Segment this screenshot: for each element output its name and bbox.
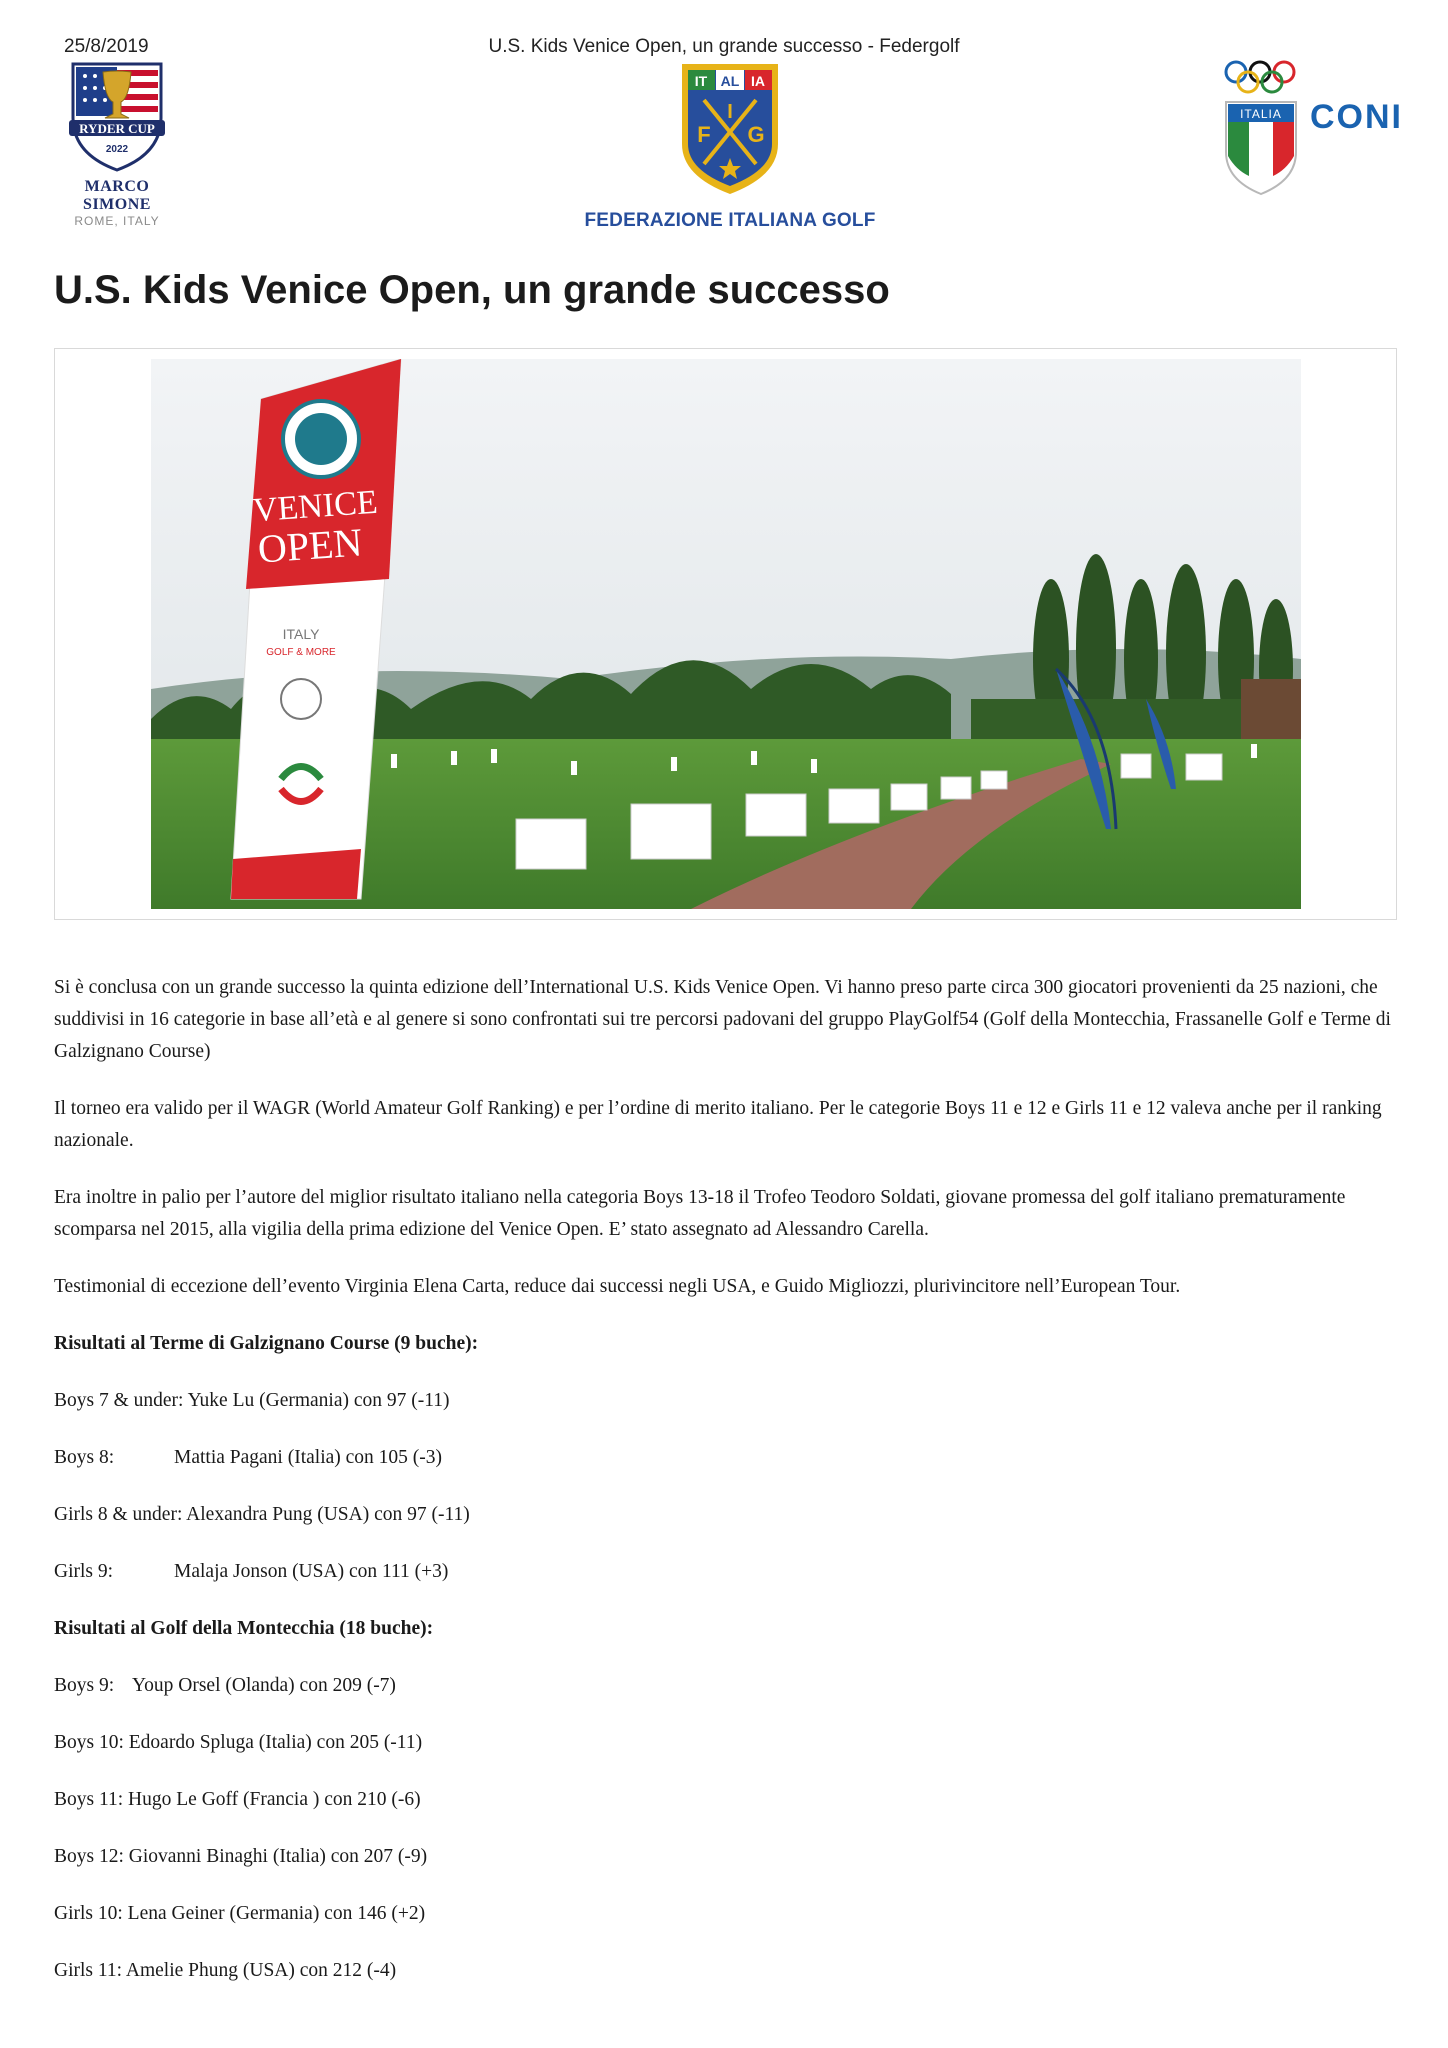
svg-text:IA: IA xyxy=(751,73,765,89)
result-row: Boys 11: Hugo Le Goff (Francia ) con 210 (-6) xyxy=(54,1789,421,1810)
svg-text:VENICE: VENICE xyxy=(251,483,379,530)
paragraph-intro: Si è conclusa con un grande successo la quinta edizione dell’International U.S. Kids Venice Open. Vi hanno preso parte circa 300 giocatori provenienti da 25 nazioni, che suddivisi in 16 categorie in base all’età e al genere si sono confrontati sui tre percorsi padovani del gruppo PlayGolf54 (Golf della Montecchia, Frassanelle Golf e Terme di Galzignano Course) xyxy=(54,977,1391,1062)
ryder-venue: MARCO SIMONE xyxy=(83,178,151,213)
svg-text:AL: AL xyxy=(720,73,740,89)
result-row: Boys 9: Youp Orsel (Olanda) con 209 (-7) xyxy=(54,1675,396,1696)
result-row: Girls 11: Amelie Phung (USA) con 212 (-4) xyxy=(54,1960,397,1981)
svg-text:OPEN: OPEN xyxy=(256,519,364,572)
svg-text:GOLF & MORE: GOLF & MORE xyxy=(266,647,336,658)
print-page-title: U.S. Kids Venice Open, un grande successo - Federgolf xyxy=(488,36,960,57)
svg-text:2022: 2022 xyxy=(105,144,129,155)
paragraph-trophy: Era inoltre in palio per l’autore del miglior risultato italiano nella categoria Boys 13-18 il Trofeo Teodoro Soldati, giovane promessa del golf italiano prematuramente scomparsa nel 2015, alla vigilia della prima edizione del Venice Open. E’ stato assegnato ad Alessandro Carella. xyxy=(54,1187,1346,1240)
svg-text:ITALIA: ITALIA xyxy=(1240,107,1282,121)
paragraph-wagr: Il torneo era valido per il WAGR (World Amateur Golf Ranking) e per l’ordine di merito italiano. Per le categorie Boys 11 e 12 e Girls 11 e 12 valeva anche per il ranking nazionale. xyxy=(54,1098,1382,1151)
ryder-cup-logo[interactable] xyxy=(52,58,182,228)
svg-text:IT: IT xyxy=(694,73,708,89)
svg-text:I: I xyxy=(727,101,733,123)
article-photo-frame xyxy=(54,348,1397,920)
section-heading-galzignano: Risultati al Terme di Galzignano Course (9 buche): xyxy=(54,1333,479,1354)
result-row: Girls 9: Malaja Jonson (USA) con 111 (+3) xyxy=(54,1561,449,1582)
coni-logo[interactable] xyxy=(1222,56,1412,196)
svg-text:F: F xyxy=(697,122,711,147)
article-title: U.S. Kids Venice Open, un grande successo xyxy=(54,268,890,312)
article-body xyxy=(54,972,1399,2012)
coni-shield-icon xyxy=(1222,56,1306,196)
fig-name: FEDERAZIONE ITALIANA GOLF xyxy=(584,210,876,231)
result-row: Boys 10: Edoardo Spluga (Italia) con 205 (-11) xyxy=(54,1732,423,1753)
federgolf-logo[interactable] xyxy=(540,60,920,232)
paragraph-testimonial: Testimonial di eccezione dell’evento Virginia Elena Carta, reduce dai successi negli USA, e Guido Migliozzi, plurivincitore nell’European Tour. xyxy=(54,1276,1181,1297)
ryder-cup-crest-icon xyxy=(59,58,175,174)
result-row: Girls 10: Lena Geiner (Germania) con 146 (+2) xyxy=(54,1903,426,1924)
ryder-city: ROME, ITALY xyxy=(74,214,160,228)
svg-text:ITALY: ITALY xyxy=(282,626,320,642)
svg-text:G: G xyxy=(747,122,765,147)
section-heading-montecchia: Risultati al Golf della Montecchia (18 buche): xyxy=(54,1618,434,1639)
fig-shield-icon xyxy=(678,60,782,198)
result-row: Boys 12: Giovanni Binaghi (Italia) con 207 (-9) xyxy=(54,1846,428,1867)
svg-text:RYDER CUP: RYDER CUP xyxy=(79,121,155,136)
result-row: Girls 8 & under: Alexandra Pung (USA) con 97 (-11) xyxy=(54,1504,470,1525)
result-row: Boys 8: Mattia Pagani (Italia) con 105 (-3) xyxy=(54,1447,443,1468)
golf-course-photo-icon xyxy=(151,359,1301,909)
result-row: Boys 7 & under: Yuke Lu (Germania) con 97 (-11) xyxy=(54,1390,450,1411)
article-photo xyxy=(151,359,1301,909)
print-date: 25/8/2019 xyxy=(64,36,149,57)
coni-wordmark: CONI xyxy=(1310,98,1403,136)
